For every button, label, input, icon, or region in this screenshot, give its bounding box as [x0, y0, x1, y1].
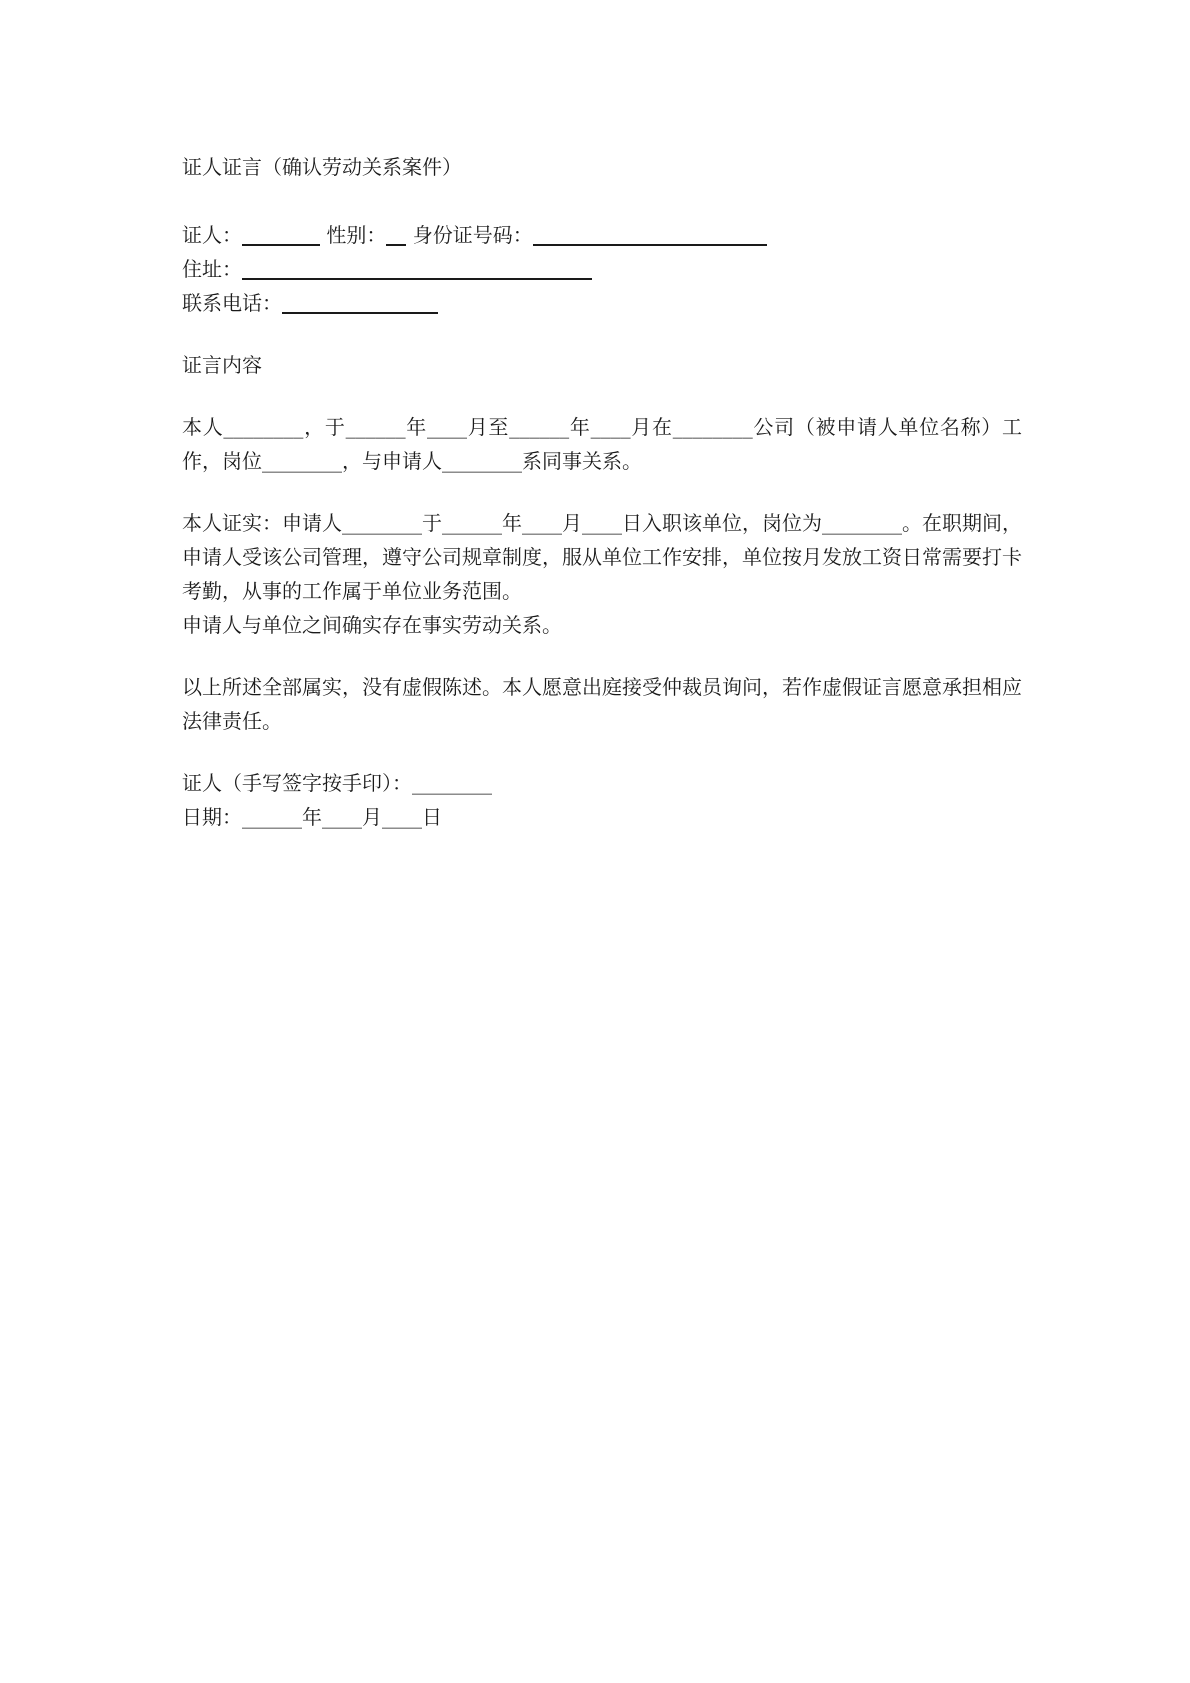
phone-blank [282, 288, 438, 314]
id-label: 身份证号码： [406, 223, 533, 247]
address-blank [242, 254, 592, 280]
paragraph-conclusion: 申请人与单位之间确实存在事实劳动关系。 [182, 613, 562, 637]
phone-label: 联系电话： [182, 291, 282, 315]
section-heading: 证言内容 [182, 353, 262, 377]
signature-line: 证人（手写签字按手印）：________ [182, 771, 492, 795]
gender-label: 性别： [320, 223, 387, 247]
address-label: 住址： [182, 257, 242, 281]
document-title: 证人证言（确认劳动关系案件） [182, 155, 462, 179]
gender-blank [386, 220, 406, 246]
phone-row [182, 286, 1022, 320]
date-line: 日期：______年____月____日 [182, 805, 442, 829]
paragraph-declaration: 以上所述全部属实，没有虚假陈述。本人愿意出庭接受仲裁员询问，若作虚假证言愿意承担相应法律责任。 [182, 675, 1022, 733]
address-row [182, 252, 1022, 286]
witness-name-row [182, 218, 1022, 252]
paragraph-testimony: 本人证实：申请人________于______年____月____日入职该单位，岗位为________。在职期间，申请人受该公司管理，遵守公司规章制度，服从单位工作安排，单位按月发放工资日常需要打卡考勤，从事的工作属于单位业务范围。 [182, 511, 1022, 603]
document-page [182, 150, 1022, 834]
paragraph-employment: 本人________，于______年____月至______年____月在________公司（被申请人单位名称）工作，岗位________，与申请人________系同事关系。 [182, 415, 1022, 473]
id-number-blank [533, 220, 767, 246]
name-label: 证人： [182, 223, 242, 247]
name-blank [242, 220, 320, 246]
